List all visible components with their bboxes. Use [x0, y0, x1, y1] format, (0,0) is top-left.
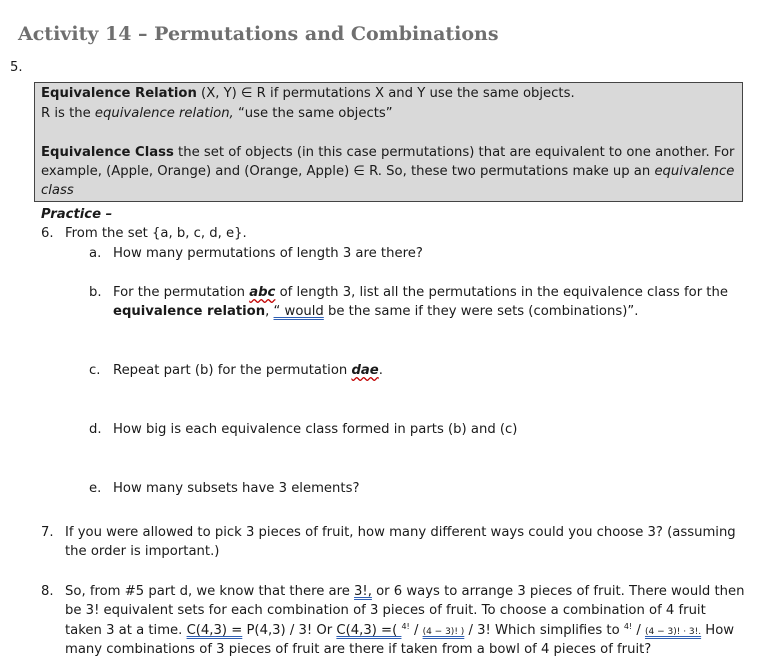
equivalence-class-line [41, 145, 734, 160]
practice-heading: Practice – [41, 207, 113, 222]
relation-quote: “use the same objects” [233, 106, 393, 121]
part-b-line-2: equivalence relation, “ would be the same if they were sets (combinations)”. [113, 304, 639, 319]
would-quote: “ would [273, 304, 324, 319]
part-b-label: b. [89, 285, 102, 300]
equivalence-relation-definition: (X, Y) ∈ R if permutations X and Y use the same objects. [196, 86, 575, 101]
question-6-text: From the set {a, b, c, d, e}. [65, 226, 247, 241]
permutation-abc: abc [249, 285, 276, 300]
question-7-line-2: the order is important.) [65, 544, 220, 559]
question-8-line-2: be 3! equivalent sets for each combination of 3 pieces of fruit. To choose a combination of 4 fruit [65, 603, 706, 618]
class-italic: class [41, 183, 74, 198]
part-d-label: d. [89, 422, 102, 437]
question-8-number: 8. [41, 584, 54, 599]
part-a-text: How many permutations of length 3 are there? [113, 246, 423, 261]
part-a-label: a. [89, 246, 102, 261]
equivalence-relation-term: Equivalence Relation [41, 86, 197, 101]
equivalence-class-definition: the set of objects (in this case permutations) that are equivalent to one another. For [173, 145, 735, 160]
question-7-line-1: If you were allowed to pick 3 pieces of fruit, how many different ways could you choose 3? (assuming [65, 525, 736, 540]
part-c-text: Repeat part (b) for the permutation dae. [113, 363, 383, 378]
question-8-line-1: So, from #5 part d, we know that there are 3!, or 6 ways to arrange 3 pieces of fruit. There would then [65, 584, 745, 599]
equivalence-class-end-line [41, 183, 74, 198]
example-italic: equivalence [654, 164, 735, 179]
relation-italic: equivalence relation, [94, 106, 234, 121]
question-5-number: 5. [10, 60, 23, 75]
definition-box [34, 82, 743, 202]
part-e-text: How many subsets have 3 elements? [113, 481, 360, 496]
question-8-line-4: many combinations of 3 pieces of fruit are there if taken from a bowl of 4 pieces of fruit? [65, 642, 652, 657]
question-8-line-3: taken 3 at a time. C(4,3) = P(4,3) / 3! Or C(4,3) =( $^{4!}$ / (4 − 3)! ) / 3! Which simplifies to $^{4!}$ / (4 − 3)! · 3!. How [65, 622, 735, 638]
page-title: Activity 14 – Permutations and Combinations [18, 23, 499, 45]
relation-text: R is the [41, 106, 95, 121]
part-d-text: How big is each equivalence class formed in parts (b) and (c) [113, 422, 518, 437]
example-text: example, (Apple, Orange) and (Orange, Apple) ∈ R. So, these two permutations make up an [41, 164, 655, 179]
part-e-label: e. [89, 481, 102, 496]
question-7-number: 7. [41, 525, 54, 540]
question-6-number: 6. [41, 226, 54, 241]
equivalence-relation-line [41, 86, 575, 101]
part-b-line-1: For the permutation abc of length 3, list all the permutations in the equivalence class for the [113, 285, 728, 300]
relation-description-line [41, 106, 393, 121]
equivalence-class-example-line [41, 164, 734, 179]
permutation-dae: dae [351, 363, 379, 378]
part-c-label: c. [89, 363, 101, 378]
equivalence-class-term: Equivalence Class [41, 145, 174, 160]
